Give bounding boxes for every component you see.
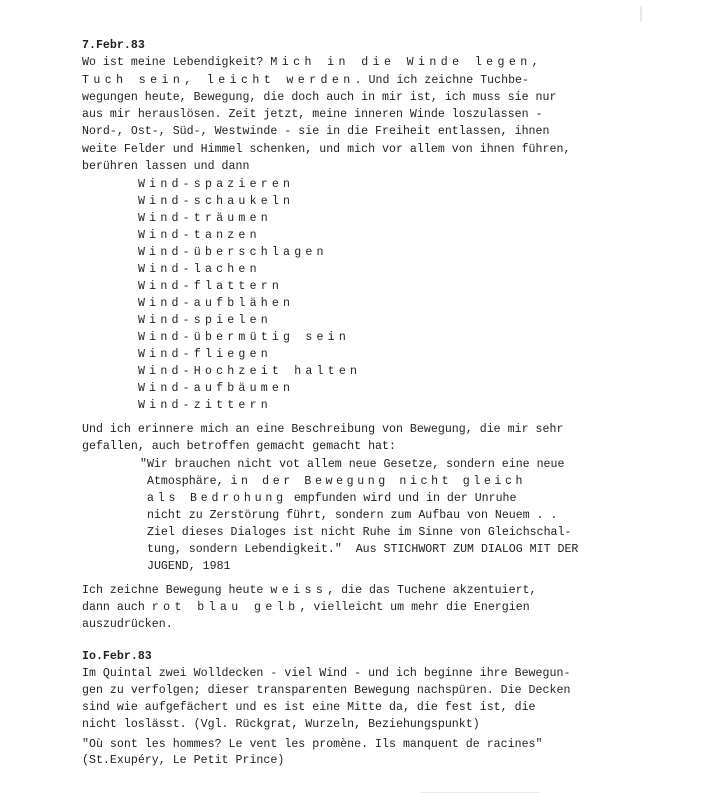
text-line <box>82 55 543 71</box>
text-line: sind wie aufgefächert und es ist eine Mitte da, die fest ist, die <box>82 701 536 714</box>
wind-line: Wind-überschlagen <box>138 246 328 259</box>
text-line: gefallen, auch betroffen gemacht gemacht hat: <box>82 440 396 453</box>
spaced-text: weiss <box>270 584 328 597</box>
wind-line: Wind-schaukeln <box>138 195 295 208</box>
quote-line: tung, sondern Lebendigkeit." Aus STICHWORT ZUM DIALOG MIT DER <box>147 543 579 556</box>
wind-line: Wind-fliegen <box>138 348 272 361</box>
wind-line: Wind-flattern <box>138 280 284 293</box>
text-line: wegungen heute, Bewegung, die doch auch in mir ist, ich muss sie nur <box>82 91 557 104</box>
text-line <box>82 73 529 89</box>
text-span: Wo ist meine Lebendigkeit? <box>82 56 271 69</box>
quote-line <box>147 474 526 490</box>
text-line <box>82 583 537 599</box>
quote-line: "Wir brauchen nicht vot allem neue Gesetze, sondern eine neue <box>140 458 565 471</box>
text-line: berühren lassen und dann <box>82 160 250 173</box>
quote-line <box>147 491 516 507</box>
text-span: dann auch <box>82 601 152 614</box>
spaced-text: Tuch sein, leicht werden <box>82 74 355 87</box>
wind-line: Wind-träumen <box>138 212 272 225</box>
text-line: Nord-, Ost-, Süd-, Westwinde - sie in die Freiheit entlassen, ihnen <box>82 125 550 138</box>
text-span: , die das Tuchene akzentuiert, <box>327 584 537 597</box>
wind-line: Wind-zittern <box>138 399 272 412</box>
text-line: aus mir herauslösen. Zeit jetzt, meine inneren Winde loszulassen - <box>82 108 543 121</box>
text-line: weite Felder und Himmel schenken, und mich vor allem von ihnen führen, <box>82 143 571 156</box>
entry-date: Io.Febr.83 <box>82 650 152 663</box>
wind-line: Wind-spielen <box>138 314 272 327</box>
wind-line: Wind-aufbäumen <box>138 382 295 395</box>
text-line: Und ich erinnere mich an eine Beschreibung von Bewegung, die mir sehr <box>82 423 564 436</box>
text-line: nicht loslässt. (Vgl. Rückgrat, Wurzeln, Beziehungspunkt) <box>82 718 480 731</box>
wind-line: Wind-tanzen <box>138 229 261 242</box>
wind-line: Wind-Hochzeit halten <box>138 365 362 378</box>
wind-line: Wind-lachen <box>138 263 261 276</box>
spaced-text: Mich in die Winde legen, <box>270 56 543 69</box>
wind-line: Wind-spazieren <box>138 178 295 191</box>
text-span: Atmosphäre, <box>147 475 231 488</box>
scan-mark <box>420 792 540 793</box>
spaced-text: in der Bewegung nicht gleich <box>230 475 527 488</box>
text-line: (St.Exupéry, Le Petit Prince) <box>82 754 285 767</box>
text-line: gen zu verfolgen; dieser transparenten Bewegung nachspüren. Die Decken <box>82 684 571 697</box>
text-line: Im Quintal zwei Wolldecken - viel Wind - und ich beginne ihre Bewegun- <box>82 667 571 680</box>
entry-date: 7.Febr.83 <box>82 39 145 52</box>
text-span: , vielleicht um mehr die Energien <box>299 601 530 614</box>
text-span: empfunden wird und in der Unruhe <box>286 492 517 505</box>
quote-line: JUGEND, 1981 <box>147 560 231 573</box>
scan-mark <box>640 6 642 22</box>
text-span: . Und ich zeichne Tuchbe- <box>354 74 530 87</box>
wind-line: Wind-übermütig sein <box>138 331 350 344</box>
text-line <box>82 600 530 616</box>
quote-line: Ziel dieses Dialoges ist nicht Ruhe im Sinne von Gleichschal- <box>147 526 572 539</box>
text-line: "Où sont les hommes? Le vent les promène. Ils manquent de racines" <box>82 738 543 751</box>
spaced-text: als Bedrohung <box>147 492 287 505</box>
text-line: auszudrücken. <box>82 618 173 631</box>
quote-line: nicht zu Zerstörung führt, sondern zum Aufbau von Neuem . . <box>147 509 558 522</box>
spaced-text: rot blau gelb <box>151 601 300 614</box>
text-span: Ich zeichne Bewegung heute <box>82 584 271 597</box>
wind-line: Wind-aufblähen <box>138 297 295 310</box>
